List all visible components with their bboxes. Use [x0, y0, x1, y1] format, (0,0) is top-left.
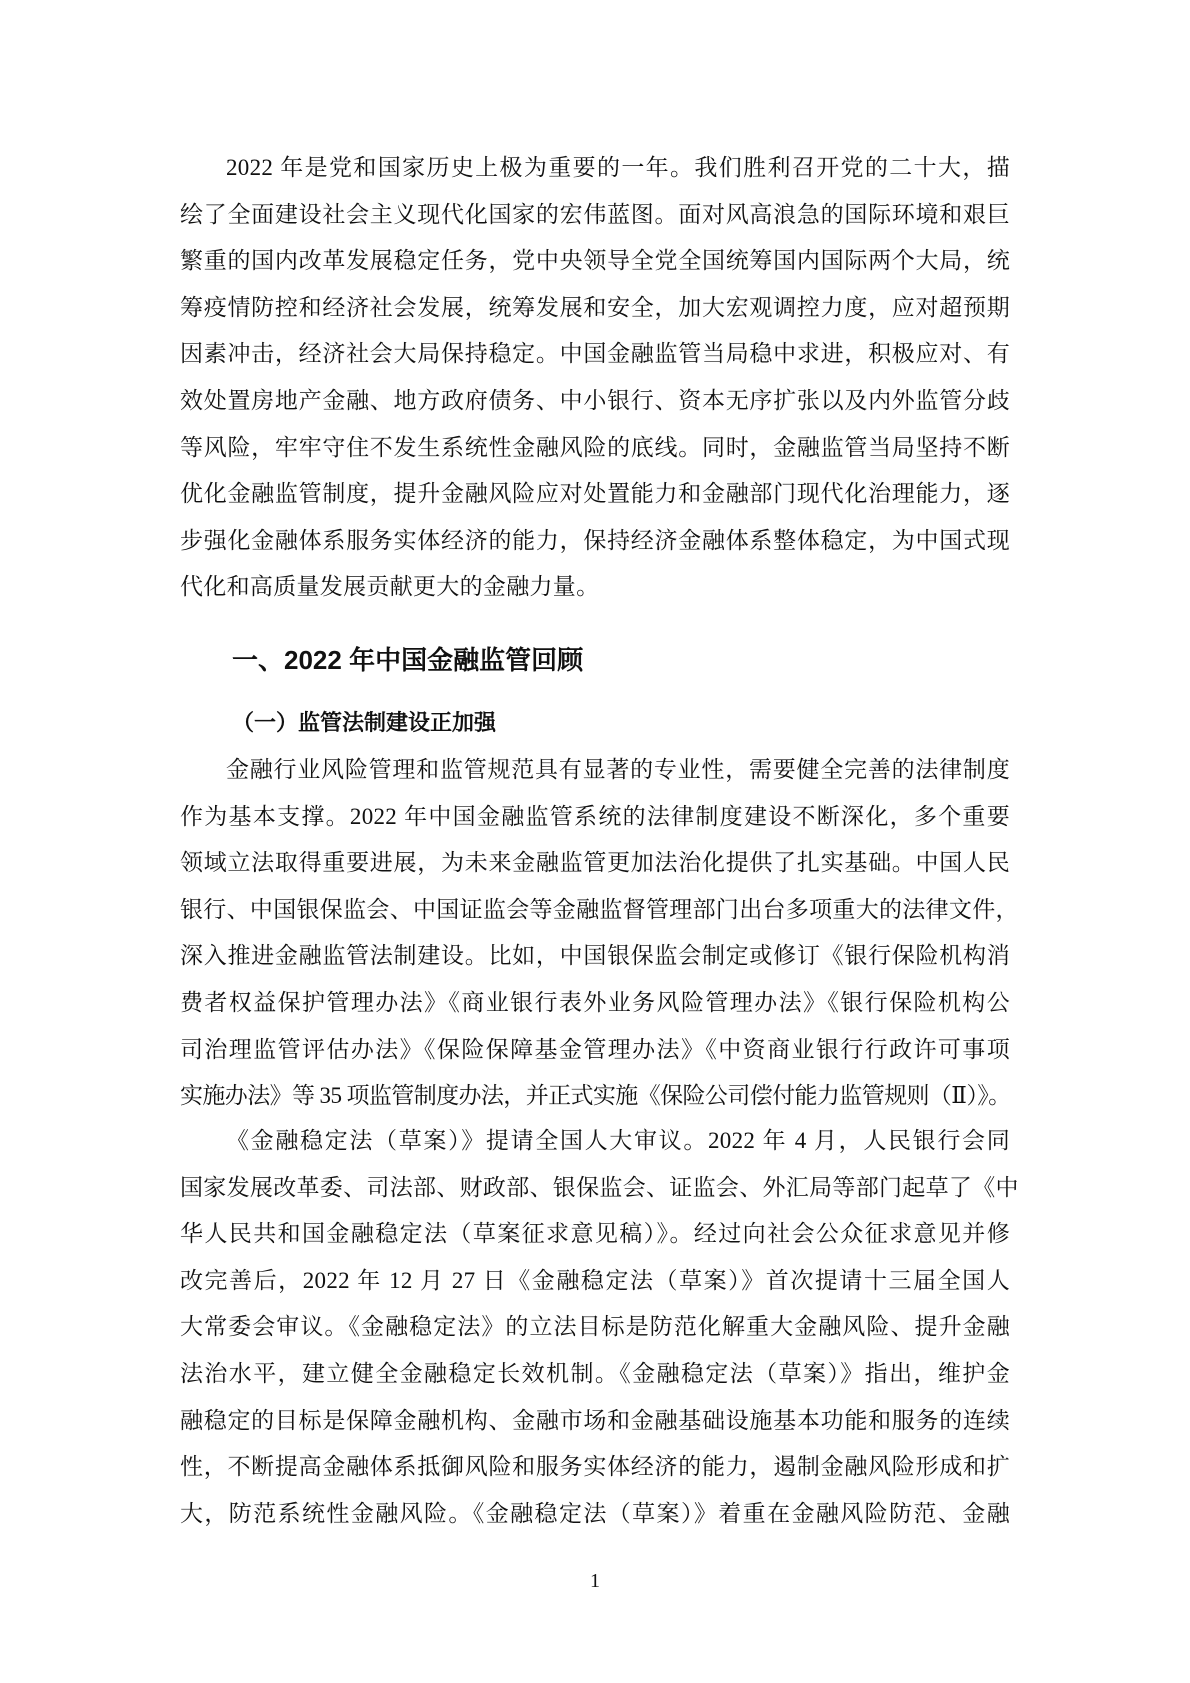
- text-line: 性，不断提高金融体系抵御风险和服务实体经济的能力，遏制金融风险形成和扩: [180, 1454, 1010, 1480]
- text-line: 步强化金融体系服务实体经济的能力，保持经济金融体系整体稳定，为中国式现: [180, 527, 1010, 553]
- text-line: 2022 年是党和国家历史上极为重要的一年。我们胜利召开党的二十大，描: [226, 155, 1010, 180]
- text-line: 司治理监管评估办法》《保险保障基金管理办法》《中资商业银行行政许可事项: [180, 1036, 1010, 1062]
- text-line: 银行、中国银保监会、中国证监会等金融监督管理部门出台多项重大的法律文件，: [180, 896, 1019, 922]
- text-line: 费者权益保护管理办法》《商业银行表外业务风险管理办法》《银行保险机构公: [180, 989, 1010, 1015]
- paragraph-3: [180, 1118, 1019, 1537]
- text-line: 实施办法》等 35 项监管制度办法，并正式实施《保险公司偿付能力监管规则（Ⅱ）》。: [180, 1083, 1011, 1109]
- text-line: 繁重的国内改革发展稳定任务，党中央领导全党全国统筹国内国际两个大局，统: [180, 248, 1010, 274]
- text-line: 效处置房地产金融、地方政府债务、中小银行、资本无序扩张以及内外监管分歧: [180, 387, 1010, 413]
- page-number: 1: [590, 1570, 600, 1592]
- subsection-heading: （一）监管法制建设正加强: [232, 710, 497, 735]
- text-line: 因素冲击，经济社会大局保持稳定。中国金融监管当局稳中求进，积极应对、有: [180, 341, 1010, 367]
- text-line: 大，防范系统性金融风险。《金融稳定法（草案）》着重在金融风险防范、金融: [180, 1500, 1010, 1526]
- text-line: 国家发展改革委、司法部、财政部、银保监会、证监会、外汇局等部门起草了《中: [180, 1174, 1019, 1200]
- text-line: 作为基本支撑。2022 年中国金融监管系统的法律制度建设不断深化，多个重要: [180, 803, 1010, 829]
- section-heading: 一、2022 年中国金融监管回顾: [232, 645, 584, 675]
- paragraph-1: [180, 145, 1010, 611]
- text-line: 优化金融监管制度，提升金融风险应对处置能力和金融部门现代化治理能力，逐: [180, 481, 1010, 507]
- text-line: 筹疫情防控和经济社会发展，统筹发展和安全，加大宏观调控力度，应对超预期: [180, 294, 1010, 320]
- text-line: 华人民共和国金融稳定法（草案征求意见稿）》。经过向社会公众征求意见并修: [180, 1221, 1010, 1247]
- text-line: 《金融稳定法（草案）》提请全国人大审议。2022 年 4 月，人民银行会同: [226, 1128, 1010, 1153]
- text-line: 融稳定的目标是保障金融机构、金融市场和金融基础设施基本功能和服务的连续: [180, 1407, 1010, 1433]
- text-line: 大常委会审议。《金融稳定法》的立法目标是防范化解重大金融风险、提升金融: [180, 1314, 1010, 1340]
- text-line: 代化和高质量发展贡献更大的金融力量。: [180, 574, 600, 600]
- text-line: 金融行业风险管理和监管规范具有显著的专业性，需要健全完善的法律制度: [226, 757, 1010, 782]
- text-line: 法治水平，建立健全金融稳定长效机制。《金融稳定法（草案）》指出，维护金: [180, 1360, 1010, 1386]
- text-line: 深入推进金融监管法制建设。比如，中国银保监会制定或修订《银行保险机构消: [180, 943, 1010, 969]
- paragraph-2: [180, 747, 1019, 1120]
- text-line: 领域立法取得重要进展，为未来金融监管更加法治化提供了扎实基础。中国人民: [180, 850, 1010, 876]
- text-line: 等风险，牢牢守住不发生系统性金融风险的底线。同时，金融监管当局坚持不断: [180, 434, 1010, 460]
- text-line: 绘了全面建设社会主义现代化国家的宏伟蓝图。面对风高浪急的国际环境和艰巨: [180, 201, 1010, 227]
- text-line: 改完善后，2022 年 12 月 27 日《金融稳定法（草案）》首次提请十三届全国人: [180, 1267, 1010, 1293]
